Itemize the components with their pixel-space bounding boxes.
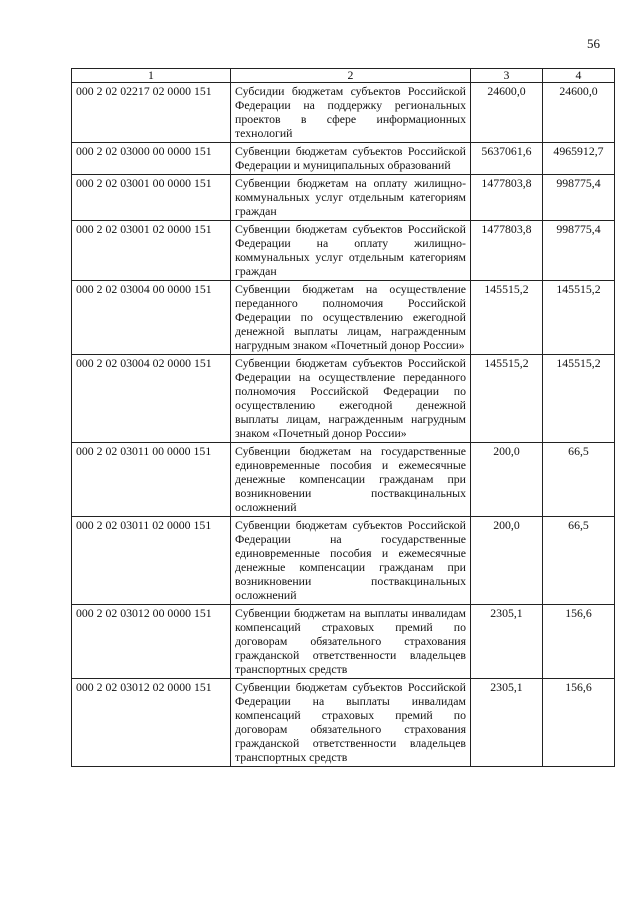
plan-amount-cell: 5637061,6 <box>471 143 543 175</box>
description-cell: Субвенции бюджетам на государственные единовременные пособия и ежемесячные денежные компенсации гражданам при возникновении поствакцинальных осложнений <box>231 443 471 517</box>
column-header: 2 <box>231 69 471 83</box>
fact-amount-cell: 145515,2 <box>543 281 615 355</box>
table-row <box>72 679 615 767</box>
table-row <box>72 281 615 355</box>
description-cell: Субвенции бюджетам субъектов Российской Федерации на выплаты инвалидам компенсаций страховых премий по договорам обязательного страхования гражданской ответственности владельцев транспортных средств <box>231 679 471 767</box>
table-row <box>72 175 615 221</box>
budget-code-cell: 000 2 02 02217 02 0000 151 <box>72 83 231 143</box>
budget-table <box>71 68 615 767</box>
budget-code-cell: 000 2 02 03012 00 0000 151 <box>72 605 231 679</box>
fact-amount-cell: 66,5 <box>543 443 615 517</box>
column-header: 1 <box>72 69 231 83</box>
table-row <box>72 143 615 175</box>
table-row <box>72 83 615 143</box>
description-cell: Субвенции бюджетам на оплату жилищно-коммунальных услуг отдельным категориям граждан <box>231 175 471 221</box>
column-header: 4 <box>543 69 615 83</box>
table-row <box>72 221 615 281</box>
table-row <box>72 517 615 605</box>
budget-code-cell: 000 2 02 03004 02 0000 151 <box>72 355 231 443</box>
table-row <box>72 605 615 679</box>
budget-code-cell: 000 2 02 03001 00 0000 151 <box>72 175 231 221</box>
budget-code-cell: 000 2 02 03000 00 0000 151 <box>72 143 231 175</box>
plan-amount-cell: 2305,1 <box>471 679 543 767</box>
plan-amount-cell: 145515,2 <box>471 355 543 443</box>
description-cell: Субвенции бюджетам на осуществление переданного полномочия Российской Федерации по осуществлению ежегодной денежной выплаты лицам, награжденным нагрудным знаком «Почетный донор России» <box>231 281 471 355</box>
fact-amount-cell: 998775,4 <box>543 175 615 221</box>
plan-amount-cell: 145515,2 <box>471 281 543 355</box>
table-row <box>72 355 615 443</box>
fact-amount-cell: 156,6 <box>543 605 615 679</box>
budget-code-cell: 000 2 02 03011 00 0000 151 <box>72 443 231 517</box>
budget-code-cell: 000 2 02 03012 02 0000 151 <box>72 679 231 767</box>
fact-amount-cell: 4965912,7 <box>543 143 615 175</box>
plan-amount-cell: 1477803,8 <box>471 175 543 221</box>
budget-code-cell: 000 2 02 03001 02 0000 151 <box>72 221 231 281</box>
fact-amount-cell: 66,5 <box>543 517 615 605</box>
budget-code-cell: 000 2 02 03011 02 0000 151 <box>72 517 231 605</box>
description-cell: Субвенции бюджетам субъектов Российской Федерации на государственные единовременные пособия и ежемесячные денежные компенсации гражданам при возникновении поствакцинальных осложнений <box>231 517 471 605</box>
description-cell: Субвенции бюджетам субъектов Российской Федерации и муниципальных образований <box>231 143 471 175</box>
table-header-row <box>72 69 615 83</box>
budget-code-cell: 000 2 02 03004 00 0000 151 <box>72 281 231 355</box>
description-cell: Субсидии бюджетам субъектов Российской Федерации на поддержку региональных проектов в сфере информационных технологий <box>231 83 471 143</box>
plan-amount-cell: 200,0 <box>471 443 543 517</box>
plan-amount-cell: 200,0 <box>471 517 543 605</box>
fact-amount-cell: 998775,4 <box>543 221 615 281</box>
fact-amount-cell: 24600,0 <box>543 83 615 143</box>
plan-amount-cell: 2305,1 <box>471 605 543 679</box>
page-number: 56 <box>587 36 600 51</box>
plan-amount-cell: 1477803,8 <box>471 221 543 281</box>
table-row <box>72 443 615 517</box>
description-cell: Субвенции бюджетам субъектов Российской Федерации на оплату жилищно-коммунальных услуг отдельным категориям граждан <box>231 221 471 281</box>
fact-amount-cell: 145515,2 <box>543 355 615 443</box>
description-cell: Субвенции бюджетам субъектов Российской Федерации на осуществление переданного полномочия Российской Федерации по осуществлению ежегодной денежной выплаты лицам, награжденным нагрудным знаком «Почетный донор России» <box>231 355 471 443</box>
column-header: 3 <box>471 69 543 83</box>
description-cell: Субвенции бюджетам на выплаты инвалидам компенсаций страховых премий по договорам обязательного страхования гражданской ответственности владельцев транспортных средств <box>231 605 471 679</box>
fact-amount-cell: 156,6 <box>543 679 615 767</box>
plan-amount-cell: 24600,0 <box>471 83 543 143</box>
